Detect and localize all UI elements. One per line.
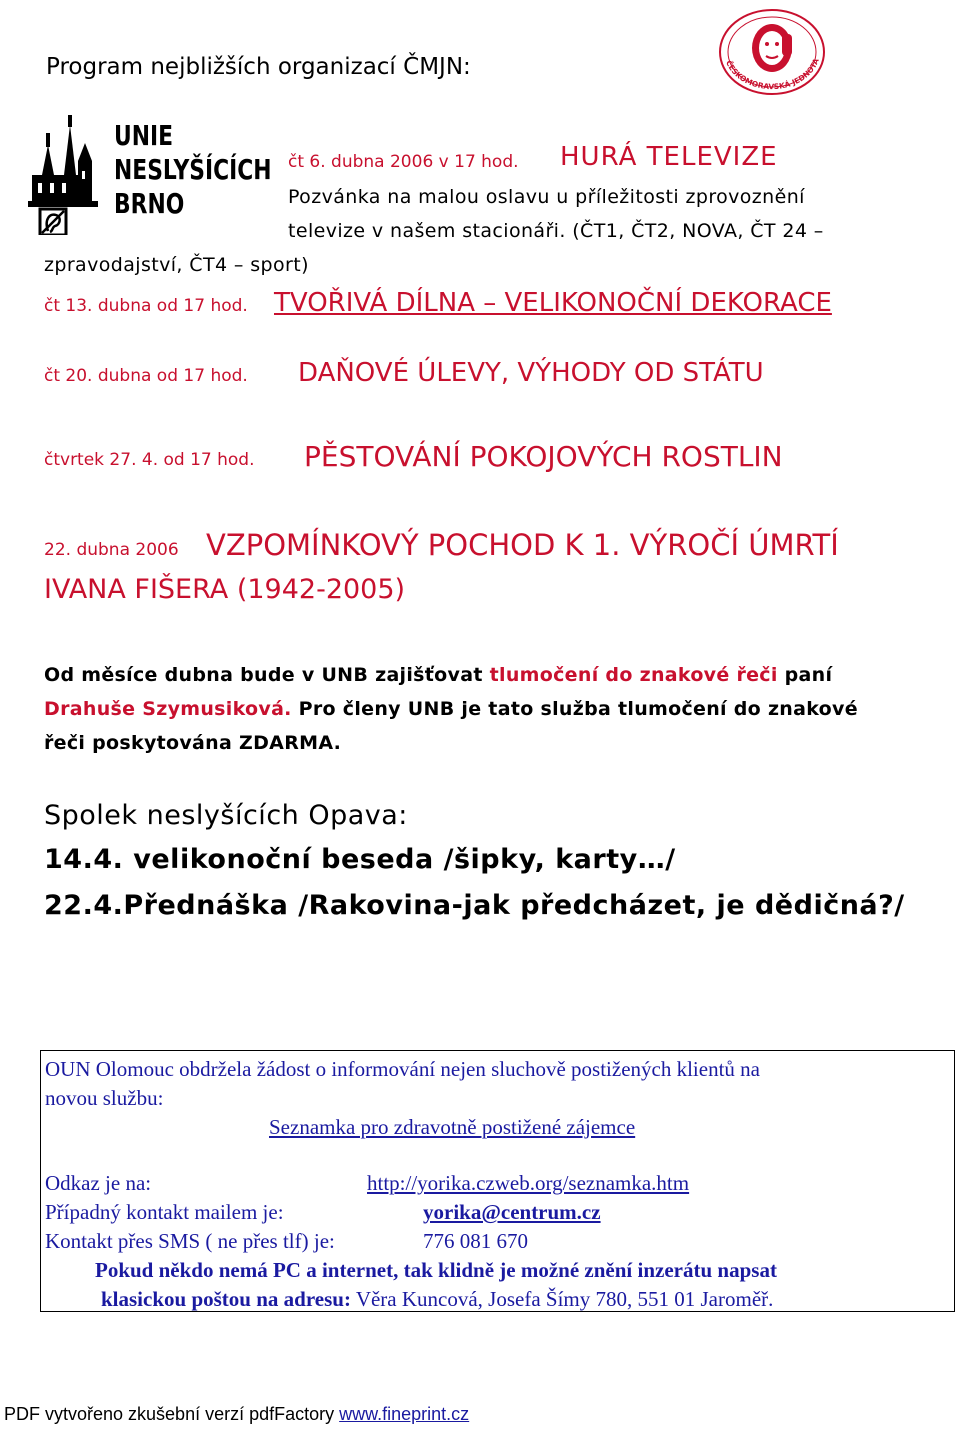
box-mail-link[interactable]: yorika@centrum.cz xyxy=(423,1200,601,1224)
event-1-title: HURÁ TELEVIZE xyxy=(560,142,778,172)
box-post-address: Věra Kuncová, Josefa Šímy 780, 551 01 Jaroměř. xyxy=(350,1287,774,1311)
box-intro-line1: OUN Olomouc obdržela žádost o informování nejen sluchově postižených klientů na xyxy=(45,1057,760,1081)
pdf-footer: PDF vytvořeno zkušební verzí pdfFactory www.fineprint.cz xyxy=(4,1404,470,1424)
event-1-desc-line1: Pozvánka na malou oslavu u příležitosti zprovoznění xyxy=(288,186,805,208)
box-link-label: Odkaz je na: xyxy=(45,1171,152,1195)
notice-line1: Od měsíce dubna bude v UNB zajišťovat tlumočení do znakové řeči paní xyxy=(44,664,833,686)
event-5-date: 22. dubna 2006 xyxy=(44,540,179,560)
info-box xyxy=(40,1050,955,1312)
notice-highlight: tlumočení do znakové řeči xyxy=(489,664,778,686)
notice-line3: řeči poskytována ZDARMA. xyxy=(44,732,342,754)
box-mail-label: Případný kontakt mailem je: xyxy=(45,1200,284,1224)
event-1-desc-line3: zpravodajství, ČT4 – sport) xyxy=(44,254,309,276)
interpreter-name: Drahuše Szymusiková. xyxy=(44,698,292,720)
event-4-date: čtvrtek 27. 4. od 17 hod. xyxy=(44,450,255,470)
event-4-title: PĚSTOVÁNÍ POKOJOVÝCH ROSTLIN xyxy=(304,440,783,473)
box-service-title: Seznamka pro zdravotně postižené zájemce xyxy=(269,1115,636,1139)
unb-logo xyxy=(28,115,273,235)
box-sms-number: 776 081 670 xyxy=(423,1229,528,1253)
event-5-title: VZPOMÍNKOVÝ POCHOD K 1. VÝROČÍ ÚMRTÍ xyxy=(206,528,839,562)
event-1-date: čt 6. dubna 2006 v 17 hod. xyxy=(288,152,519,172)
opava-line2: 22.4.Přednáška /Rakovina-jak předcházet, je dědičná?/ xyxy=(44,890,905,921)
notice-line2: Drahuše Szymusiková. Pro členy UNB je tato služba tlumočení do znakové xyxy=(44,698,858,720)
footer-link[interactable]: www.fineprint.cz xyxy=(339,1404,470,1424)
event-3-title: DAŇOVÉ ÚLEVY, VÝHODY OD STÁTU xyxy=(298,358,764,388)
unb-logo-text: UNIE NESLYŠÍCÍCH BRNO xyxy=(114,119,272,220)
event-3-date: čt 20. dubna od 17 hod. xyxy=(44,366,248,386)
box-sms-label: Kontakt přes SMS ( ne přes tlf) je: xyxy=(45,1229,335,1253)
box-post-line1: Pokud někdo nemá PC a internet, tak klidně je možné znění inzerátu napsat xyxy=(95,1258,777,1282)
event-2-title: TVOŘIVÁ DÍLNA – VELIKONOČNÍ DEKORACE xyxy=(274,288,832,318)
opava-line1: 14.4. velikonoční beseda /šipky, karty…/ xyxy=(44,844,676,875)
box-intro-line2: novou službu: xyxy=(45,1086,164,1110)
event-2-date: čt 13. dubna od 17 hod. xyxy=(44,296,248,316)
box-post-line2: klasickou poštou na adresu: Věra Kuncová, Josefa Šímy 780, 551 01 Jaroměř. xyxy=(101,1287,774,1311)
event-1-desc-line2: televize v našem stacionáři. (ČT1, ČT2, NOVA, ČT 24 – xyxy=(288,220,824,242)
event-5-title-line2: IVANA FIŠERA (1942-2005) xyxy=(44,574,406,605)
box-link-url[interactable]: http://yorika.czweb.org/seznamka.htm xyxy=(367,1171,690,1195)
opava-title: Spolek neslyšících Opava: xyxy=(44,800,408,831)
cmjn-logo xyxy=(716,6,828,98)
page-heading: Program nejbližších organizací ČMJN: xyxy=(46,54,471,80)
cmjn-logo-text: ČESKOMORAVSKÁ JEDNOTA xyxy=(724,57,821,92)
